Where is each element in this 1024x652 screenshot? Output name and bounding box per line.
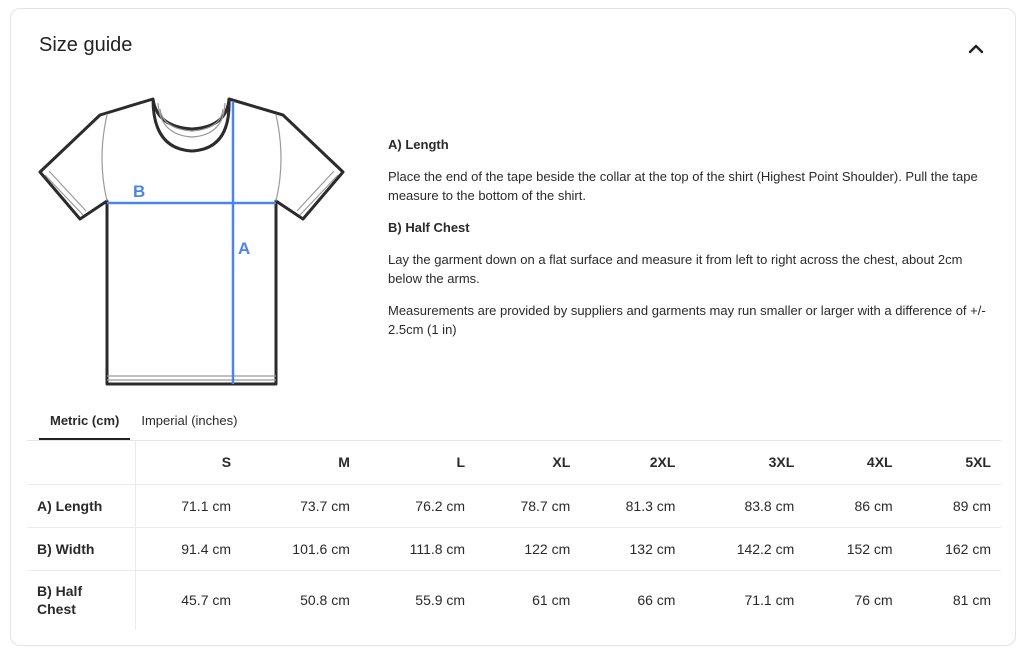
- table-cell: 78.7 cm: [475, 484, 580, 527]
- table-cell: 132 cm: [580, 527, 685, 570]
- tab-imperial[interactable]: Imperial (inches): [141, 413, 238, 428]
- length-heading: A) Length: [388, 137, 449, 152]
- table-cell: 71.1 cm: [744, 592, 795, 609]
- row-label-line: Chest: [37, 601, 76, 618]
- table-cell: 111.8 cm: [360, 527, 475, 570]
- unit-tabs: [39, 407, 248, 440]
- size-header: L: [360, 441, 475, 484]
- table-row: [27, 484, 1001, 527]
- table-cell: 152 cm: [804, 527, 902, 570]
- table-corner: [27, 441, 135, 484]
- row-label: B) Width: [27, 527, 135, 570]
- row-label: [27, 570, 135, 630]
- table-cell: 89 cm: [903, 484, 1001, 527]
- tshirt-diagram: [37, 89, 347, 389]
- chest-text: Lay the garment down on a flat surface and measure it from left to right across the chest, about 2cm below the arms.: [388, 252, 963, 286]
- size-header: M: [241, 441, 360, 484]
- table-cell: 83.8 cm: [685, 484, 804, 527]
- table-cell: 162 cm: [903, 527, 1001, 570]
- table-header-row: [27, 441, 1001, 484]
- tshirt-seams: [45, 103, 338, 380]
- table-row: [27, 527, 1001, 570]
- size-header: 4XL: [804, 441, 902, 484]
- table-cell: 73.7 cm: [241, 484, 360, 527]
- row-label-line: B) Half: [37, 583, 83, 600]
- tab-metric[interactable]: Metric (cm): [39, 407, 130, 440]
- table-cell: 50.8 cm: [300, 592, 350, 609]
- table-cell: 66 cm: [637, 592, 676, 609]
- table-cell: 76 cm: [854, 592, 893, 609]
- measurement-note: Measurements are provided by suppliers and garments may run smaller or larger with a difference of +/- 2.5cm (1 in): [388, 303, 986, 337]
- row-label: A) Length: [27, 484, 135, 527]
- table-cell: 101.6 cm: [241, 527, 360, 570]
- table-cell: 81 cm: [952, 592, 991, 609]
- table-cell: 55.9 cm: [415, 592, 466, 609]
- size-header: 2XL: [580, 441, 685, 484]
- size-table: [27, 441, 1001, 630]
- panel-title: Size guide: [39, 34, 133, 56]
- table-row: [27, 570, 1001, 630]
- chevron-up-icon: [968, 44, 984, 54]
- length-text: Place the end of the tape beside the collar at the top of the shirt (Highest Point Shoulder). Pull the tape measure to the bottom of the shirt.: [388, 169, 978, 203]
- table-cell: 122 cm: [475, 527, 580, 570]
- table-cell: 81.3 cm: [580, 484, 685, 527]
- size-header: 3XL: [685, 441, 804, 484]
- label-a: A: [238, 239, 251, 258]
- size-header: S: [135, 441, 241, 484]
- table-cell: 71.1 cm: [135, 484, 241, 527]
- size-guide-panel: [10, 8, 1016, 646]
- size-header: 5XL: [903, 441, 1001, 484]
- measurement-description: [388, 135, 988, 352]
- table-cell: 91.4 cm: [135, 527, 241, 570]
- size-header: XL: [475, 441, 580, 484]
- collapse-button[interactable]: [963, 39, 989, 59]
- table-cell: 76.2 cm: [360, 484, 475, 527]
- table-cell: 86 cm: [804, 484, 902, 527]
- chest-heading: B) Half Chest: [388, 220, 470, 235]
- table-cell: 61 cm: [532, 592, 571, 609]
- table-cell: 45.7 cm: [181, 592, 232, 609]
- tshirt-outline: [40, 99, 343, 384]
- table-cell: 142.2 cm: [685, 527, 804, 570]
- label-b: B: [133, 182, 146, 201]
